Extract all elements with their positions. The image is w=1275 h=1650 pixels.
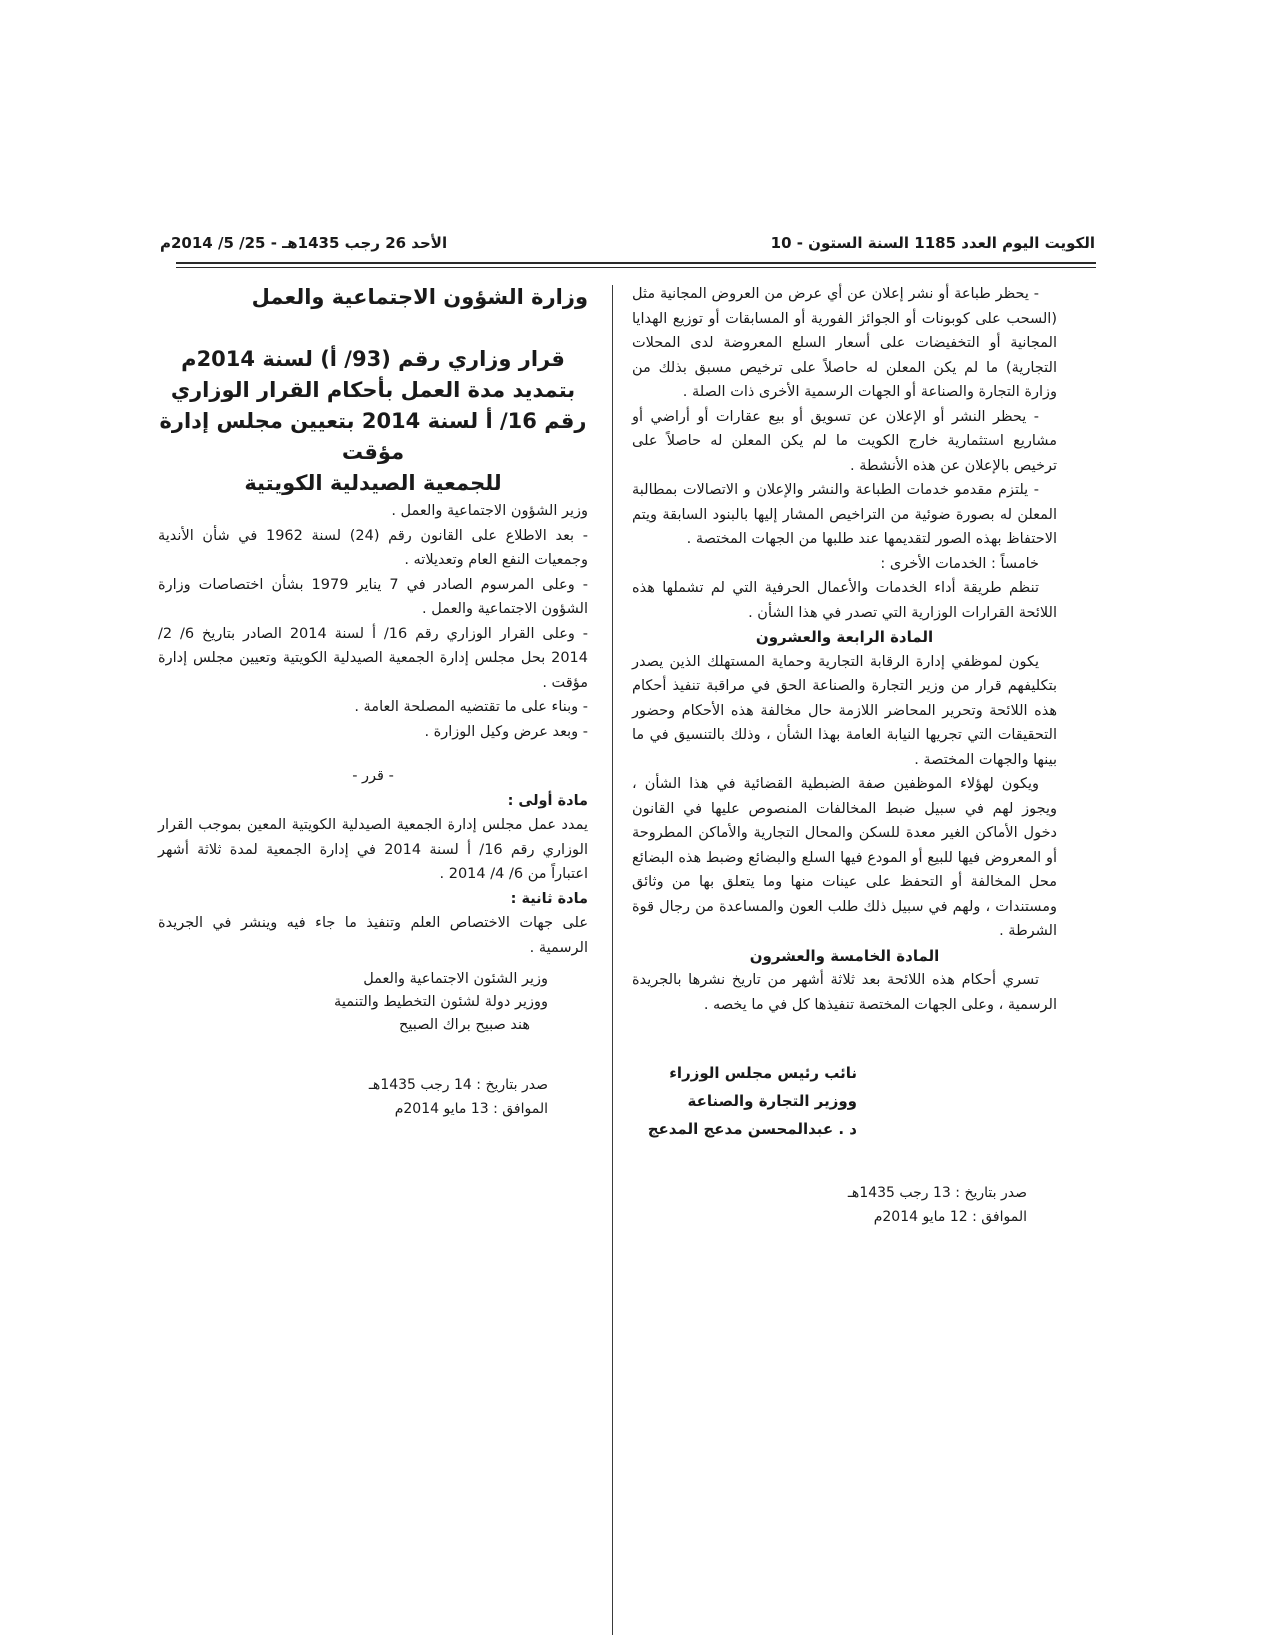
left-signatory-name: هند صبيح براك الصبيح (398, 1017, 530, 1033)
column-divider (612, 285, 613, 1635)
article-24-title: المادة الرابعة والعشرون (755, 628, 934, 646)
section-other-services: خامساً : الخدمات الأخرى : (880, 555, 1039, 572)
left-issue-date-gregorian: الموافق : 13 مايو 2014م (394, 1101, 548, 1117)
article-25-title: المادة الخامسة والعشرون (749, 946, 940, 965)
header-date: الأحد 26 رجب 1435هـ - 25/ 5/ 2014م (160, 234, 448, 252)
left-signature-block (158, 968, 588, 1037)
article-2-label: مادة ثانية : (510, 890, 588, 907)
signatory-title-2: ووزير التجارة والصناعة (687, 1092, 857, 1110)
article-25-text: تسري أحكام هذه اللائحة بعد ثلاثة أشهر من تاريخ نشرها بالجريدة الرسمية ، وعلى الجهات المختصة تنفيذها كل في ما يخصه . (632, 972, 1057, 1013)
other-services-text: تنظم طريقة أداء الخدمات والأعمال الحرفية التي لم تشملها هذه اللائحة القرارات الوزارية التي تصدر في هذا الشأن . (632, 580, 1057, 621)
right-column (632, 282, 1057, 1229)
article-2-text: على جهات الاختصاص العلم وتنفيذ ما جاء فيه وينشر في الجريدة الرسمية . (158, 915, 588, 956)
left-issue-date-hijri: صدر بتاريخ : 14 رجب 1435هـ (368, 1077, 548, 1093)
page-header (160, 232, 1095, 262)
signatory-title-1: نائب رئيس مجلس الوزراء (669, 1064, 857, 1082)
clause-providers: - يلتزم مقدمو خدمات الطباعة والنشر والإعلان و الاتصالات بمطالبة المعلن له بصورة ضوئية من التراخيص المشار إليها بالبنود السابقة ويتم الاحتفاظ بهذه الصور لتقديمها عند طلبها من الجهات المختصة . (632, 482, 1057, 547)
clause-free-offers: - يحظر طباعة أو نشر إعلان عن أي عرض من العروض المجانية مثل (السحب على كوبونات أو الجوائز الفورية أو المسابقات أو توزيع الهدايا المجانية أو التخفيضات على أسعار السلع المعروضة لدى المحلات التجارية) ما لم يكن المعلن له حاصلاً على ترخيص مسبق بذلك من وزارة التجارة والصناعة أو الجهات الرسمية الأخرى ذات الصلة . (632, 286, 1057, 400)
recital-1: - بعد الاطلاع على القانون رقم (24) لسنة 1962 في شأن الأندية وجمعيات النفع العام وتعديلاته . (158, 527, 588, 568)
recital-4: - وبناء على ما تقتضيه المصلحة العامة . (354, 699, 588, 715)
article-24-text: يكون لموظفي إدارة الرقابة التجارية وحماية المستهلك الذين يصدر بتكليفهم قرار من وزير التجارة والصناعة الحق في مراقبة تنفيذ أحكام هذه اللائحة وتحرير المحاضر اللازمة حال مخالفة هذه الأحكام وحضور التحقيقات التي تجريها النيابة العامة بهذا الشأن ، وذلك بالتنسيق في ما بينها والجهات المختصة . (632, 653, 1057, 768)
article-1-label: مادة أولى : (507, 792, 588, 809)
decree-title-line-4: للجمعية الصيدلية الكويتية (244, 471, 502, 495)
decree-title-line-3: رقم 16/ أ لسنة 2014 بتعيين مجلس إدارة مؤقت (159, 409, 587, 464)
header-rule-thin (176, 267, 1096, 268)
decree-title-line-2: بتمديد مدة العمل بأحكام القرار الوزاري (170, 378, 576, 402)
signatory-name: د . عبدالمحسن مدعج المدعج (647, 1120, 857, 1138)
header-rule (176, 262, 1096, 264)
issue-date-hijri: صدر بتاريخ : 13 رجب 1435هـ (847, 1185, 1027, 1201)
recital-3: - وعلى القرار الوزاري رقم 16/ أ لسنة 2014 الصادر بتاريخ 6/ 2/ 2014 بحل مجلس إدارة الجمعية الصيدلية الكويتية وتعيين مجلس إدارة مؤقت . (158, 625, 589, 691)
article-24-text-2: ويكون لهؤلاء الموظفين صفة الضبطية القضائية في هذا الشأن ، ويجوز لهم في سبيل ضبط المخالفات المنصوص عليها في القانون دخول الأماكن الغير معدة للسكن والمحال التجارية والأماكن المطروحة أو المعروض فيها للبيع أو المودع فيها السلع والبضائع وضبط هذه البضائع محل المخالفة أو التحفظ على عينات منها وما يتعلق بها من وثائق ومستندات ، ولهم في سبيل ذلك طلب العون والمساعدة من رجال قوة الشرطة . (632, 776, 1057, 939)
left-signatory-title-1: وزير الشئون الاجتماعية والعمل (363, 971, 548, 987)
ministry-heading: وزارة الشؤون الاجتماعية والعمل (251, 285, 588, 309)
left-column (158, 282, 588, 1121)
decree-title-line-1: قرار وزاري رقم (93/ أ) لسنة 2014م (181, 347, 565, 371)
recital-2: - وعلى المرسوم الصادر في 7 يناير 1979 بشأن اختصاصات وزارة الشؤون الاجتماعية والعمل . (158, 576, 588, 617)
decided-label: - قرر - (352, 768, 394, 784)
recital-5: - وبعد عرض وكيل الوزارة . (424, 723, 588, 740)
article-1-text: يمدد عمل مجلس إدارة الجمعية الصيدلية الكويتية المعين بموجب القرار الوزاري رقم 16/ أ لسنة 2014 في إدارة الجمعية لمدة ثلاثة أشهر اعتباراً من 6/ 4/ 2014 . (158, 817, 588, 882)
decree-intro: وزير الشؤون الاجتماعية والعمل . (391, 503, 588, 519)
left-signatory-title-2: ووزير دولة لشئون التخطيط والتنمية (334, 994, 548, 1010)
issue-date-gregorian: الموافق : 12 مايو 2014م (873, 1209, 1027, 1225)
header-issue-info: الكويت اليوم العدد 1185 السنة الستون - 10 (770, 234, 1095, 252)
clause-real-estate: - يحظر النشر أو الإعلان عن تسويق أو بيع عقارات أو أراضي أو مشاريع استثمارية خارج الكويت ما لم يكن المعلن له حاصلاً على ترخيص بالإعلان عن هذه الأنشطة . (632, 408, 1057, 474)
